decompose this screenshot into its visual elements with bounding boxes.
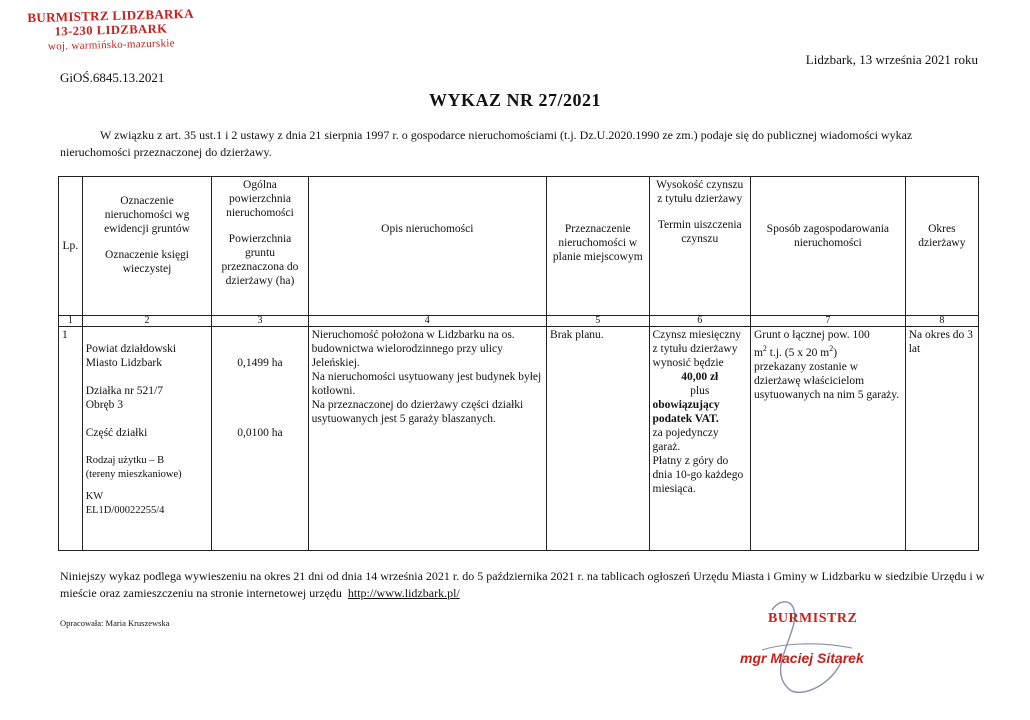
area-total: 0,1499 ha xyxy=(237,357,283,369)
description-location: Nieruchomość położona w Lidzbarku na os. budownictwa wielorodzinnego przy ulicy Jeleńskiej. xyxy=(311,329,515,369)
header-col2a: Oznaczenie nieruchomości wg ewidencji gruntów xyxy=(104,195,190,235)
area-lease: 0,0100 ha xyxy=(237,427,283,439)
header-rent xyxy=(649,177,750,316)
prepared-by: Opracowała: Maria Kruszewska xyxy=(60,618,170,628)
signature-name: mgr Maciej Sitarek xyxy=(740,650,864,666)
column-number: 2 xyxy=(82,316,212,327)
row-area xyxy=(212,327,308,551)
land-county: Powiat działdowski xyxy=(85,343,177,355)
intro-paragraph xyxy=(60,127,980,161)
column-number: 8 xyxy=(905,316,978,327)
row-description xyxy=(308,327,546,551)
header-col6b: Termin uiszczenia czynszu xyxy=(657,219,742,245)
usage-unit: m xyxy=(753,346,763,359)
website-link[interactable]: http://www.lidzbark.pl/ xyxy=(347,586,460,600)
intro-text: W związku z art. 35 ust.1 i 2 ustawy z dnia 21 sierpnia 1997 r. o gospodarce nieruchomościami (t.j. Dz.U.2020.1990 ze zm.) podaje się do publicznej wiadomości wykaz nieruchomości przeznaczonej do dzierżawy. xyxy=(60,128,913,159)
header-col3a: Ogólna powierzchnia nieruchomości xyxy=(226,179,294,219)
document-date: Lidzbark, 13 września 2021 roku xyxy=(805,52,978,67)
land-part: Część działki xyxy=(85,427,148,439)
row-usage xyxy=(750,327,905,551)
rent-plus: plus xyxy=(690,385,710,397)
property-table xyxy=(58,176,979,551)
land-use-type: Rodzaj użytku – B xyxy=(85,455,165,466)
header-period xyxy=(905,177,978,316)
column-number: 1 xyxy=(59,316,83,327)
stamp-line-3: woj. warmińsko-mazurskie xyxy=(47,37,175,53)
row-land-registry xyxy=(82,327,212,551)
document-title: WYKAZ NR 27/2021 xyxy=(428,90,601,110)
rent-payment-term: Płatny z góry do dnia 10-go każdego miesiąca. xyxy=(652,455,744,495)
rent-vat: obowiązujący podatek VAT. xyxy=(652,399,720,425)
usage-dimensions-close: ) xyxy=(833,346,838,359)
description-building: Na nieruchomości usytuowany jest budynek byłej kotłowni. xyxy=(311,371,542,397)
land-precinct: Obręb 3 xyxy=(85,399,124,411)
table-row xyxy=(59,327,979,551)
footer-text: Niniejszy wykaz podlega wywieszeniu na okres 21 dni od dnia 14 września 2021 r. do 5 października 2021 r. na tablicach ogłoszeń Urzędu Miasta i Gminy w Lidzbarku w siedzibie Urzędu i w mieście oraz zamieszczeniu na stronie internetowej urzędu xyxy=(60,569,985,600)
case-reference: GiOŚ.6845.13.2021 xyxy=(60,70,165,85)
usage-unit-exp: 2 xyxy=(762,344,767,353)
usage-area xyxy=(754,328,902,360)
rent-intro: Czynsz miesięczny z tytułu dzierżawy wynosić będzie xyxy=(652,329,741,369)
land-register-number: EL1D/00022255/4 xyxy=(85,505,165,516)
land-town: Miasto Lidzbark xyxy=(85,357,163,369)
usage-dimensions: t.j. (5 x 20 m xyxy=(766,346,830,359)
usage-dimensions-exp: 2 xyxy=(829,344,834,353)
header-col8: Okres dzierżawy xyxy=(918,223,966,249)
stamp-line-2: 13-230 LIDZBARK xyxy=(54,21,168,39)
header-col3b: Powierzchnia gruntu przeznaczona do dzierżawy (ha) xyxy=(221,233,299,287)
header-col6a: Wysokość czynszu z tytułu dzierżawy xyxy=(656,179,744,205)
header-description xyxy=(308,177,546,316)
column-number-row xyxy=(59,316,979,327)
header-usage xyxy=(750,177,905,316)
land-plot: Działka nr 521/7 xyxy=(85,385,163,397)
header-planning xyxy=(547,177,649,316)
row-period: Na okres do 3 lat xyxy=(905,327,978,551)
header-lp: Lp. xyxy=(59,177,83,316)
column-number: 5 xyxy=(547,316,649,327)
land-register-label: KW xyxy=(85,491,104,502)
handwritten-signature xyxy=(742,590,872,700)
column-number: 7 xyxy=(750,316,905,327)
stamp-line-1: BURMISTRZ LIDZBARKA xyxy=(27,5,194,26)
signature-title: BURMISTRZ xyxy=(768,611,858,626)
header-area xyxy=(212,177,308,316)
rent-per-garage: za pojedynczy garaż. xyxy=(652,427,719,453)
header-col7: Sposób zagospodarowania nieruchomości xyxy=(766,223,889,249)
row-rent xyxy=(649,327,750,551)
rent-amount: 40,00 zł xyxy=(681,371,719,383)
table-header-row xyxy=(59,177,979,316)
usage-description: przekazany zostanie w dzierżawę właścicielom usytuowanych na nim 5 garaży. xyxy=(753,360,900,401)
official-stamp xyxy=(25,6,196,55)
row-planning: Brak planu. xyxy=(547,327,649,551)
header-col4: Opis nieruchomości xyxy=(381,223,474,235)
header-col5: Przeznaczenie nieruchomości w planie miejscowym xyxy=(552,223,643,263)
land-use-desc: (tereny mieszkaniowe) xyxy=(85,469,182,480)
column-number: 3 xyxy=(212,316,308,327)
usage-area-text: Grunt o łącznej pow. 100 xyxy=(753,329,870,341)
header-col2b: Oznaczenie księgi wieczystej xyxy=(105,249,190,275)
description-garages: Na przeznaczonej do dzierżawy części działki usytuowanych jest 5 garaży blaszanych. xyxy=(311,399,524,425)
header-land-registry xyxy=(82,177,212,316)
column-number: 4 xyxy=(308,316,546,327)
column-number: 6 xyxy=(649,316,750,327)
row-lp: 1 xyxy=(59,327,83,551)
